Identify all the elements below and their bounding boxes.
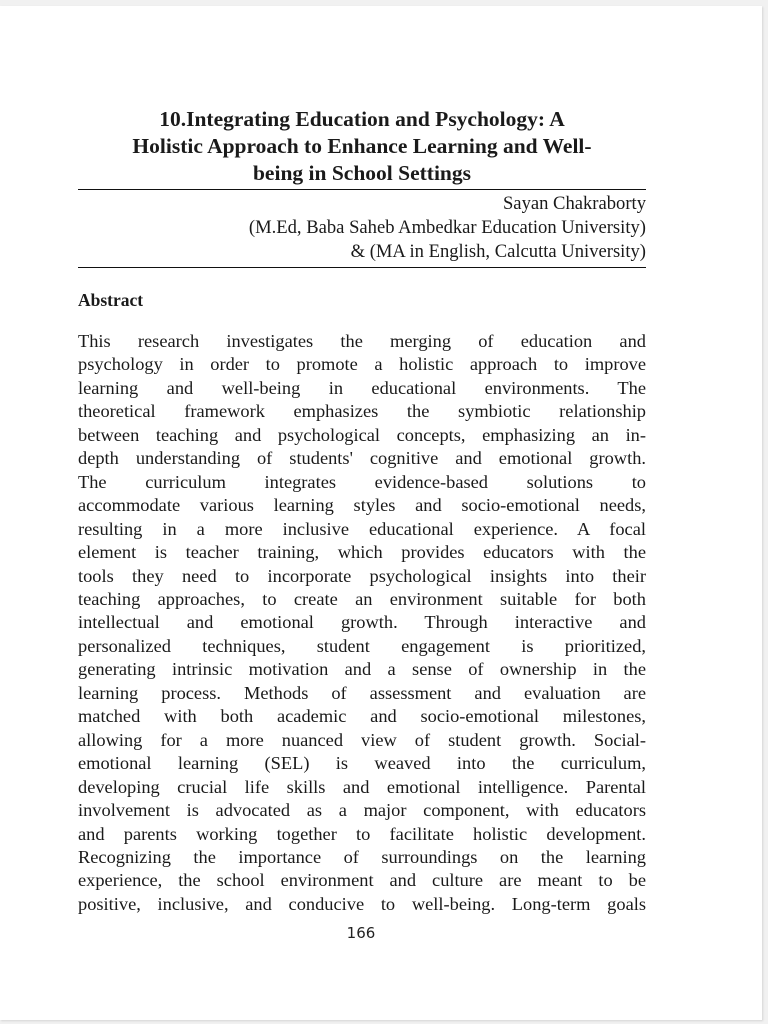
abstract-line: teaching approaches, to create an environment suitable for both — [78, 588, 646, 609]
author-affiliation: (M.Ed, Baba Saheb Ambedkar Education University) — [248, 217, 646, 238]
abstract-line: emotional learning (SEL) is weaved into the curriculum, — [78, 753, 646, 774]
abstract-line: intellectual and emotional growth. Through interactive and — [78, 612, 646, 633]
title-line: 10.Integrating Education and Psychology: A — [159, 107, 565, 131]
abstract-line: resulting in a more inclusive educational experience. A focal — [78, 518, 646, 539]
abstract-body — [78, 330, 646, 916]
title-line: Holistic Approach to Enhance Learning and Well- — [132, 134, 592, 158]
author-divider — [78, 267, 646, 268]
author-block — [78, 190, 646, 266]
abstract-line: involvement is advocated as a major component, with educators — [78, 800, 646, 821]
abstract-line: The curriculum integrates evidence-based solutions to — [78, 471, 646, 492]
abstract-line: Recognizing the importance of surroundings on the learning — [78, 846, 646, 867]
abstract-line: theoretical framework emphasizes the symbiotic relationship — [78, 401, 646, 422]
abstract-heading: Abstract — [78, 290, 144, 310]
abstract-line: matched with both academic and socio-emotional milestones, — [78, 706, 646, 727]
abstract-line: allowing for a more nuanced view of student growth. Social- — [78, 729, 646, 750]
abstract-line: developing crucial life skills and emotional intelligence. Parental — [78, 776, 646, 797]
author-affiliation: & (MA in English, Calcutta University) — [350, 241, 646, 262]
page-content — [78, 106, 646, 916]
abstract-line: tools they need to incorporate psychological insights into their — [78, 565, 646, 586]
abstract-line: learning process. Methods of assessment and evaluation are — [78, 682, 646, 703]
title-line: being in School Settings — [252, 161, 472, 185]
abstract-line: experience, the school environment and culture are meant to be — [78, 870, 646, 891]
paper-title — [78, 106, 646, 187]
abstract-line: depth understanding of students' cognitive and emotional growth. — [78, 448, 646, 469]
abstract-line: accommodate various learning styles and socio-emotional needs, — [78, 495, 646, 516]
abstract-line: between teaching and psychological concepts, emphasizing an in- — [78, 424, 646, 445]
author-name: Sayan Chakraborty — [502, 193, 646, 214]
abstract-line: element is teacher training, which provides educators with the — [78, 542, 646, 563]
abstract-line: learning and well-being in educational environments. The — [78, 377, 646, 398]
abstract-line: positive, inclusive, and conducive to well-being. Long-term goals — [78, 893, 646, 914]
abstract-line: psychology in order to promote a holistic approach to improve — [78, 354, 646, 375]
document-page — [0, 6, 762, 1020]
abstract-line: generating intrinsic motivation and a sense of ownership in the — [78, 659, 646, 680]
page-number: 166 — [346, 924, 376, 942]
abstract-line: personalized techniques, student engagement is prioritized, — [78, 635, 646, 656]
abstract-line: and parents working together to facilitate holistic development. — [78, 823, 646, 844]
abstract-line: This research investigates the merging of education and — [78, 331, 646, 351]
